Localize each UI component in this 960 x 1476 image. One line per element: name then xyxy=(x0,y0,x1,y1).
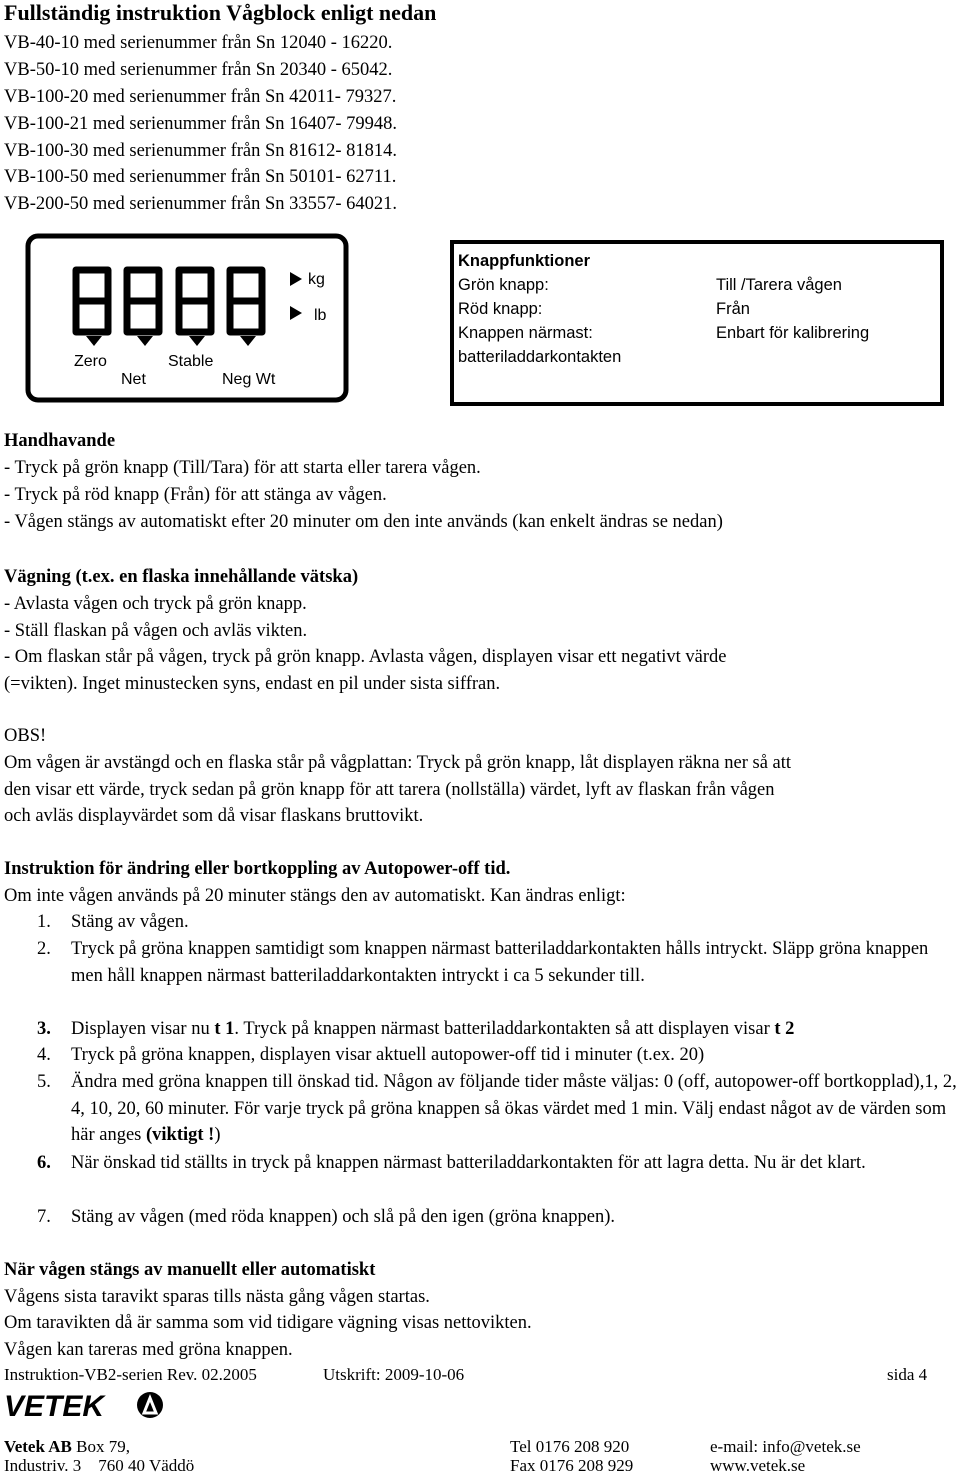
footer-address: Industriv. 3 760 40 Väddö xyxy=(4,1456,195,1475)
zero-label: Zero xyxy=(74,353,107,370)
stable-label: Stable xyxy=(168,353,214,370)
scale-display-illustration xyxy=(24,232,350,404)
button-function: Enbart för kalibrering xyxy=(716,324,870,342)
button-function-row xyxy=(458,348,938,370)
button-function: Från xyxy=(716,300,750,318)
step-number: 4. xyxy=(37,1045,51,1065)
footer-page-number: sida 4 xyxy=(887,1365,928,1384)
model-line: VB-50-10 med serienummer från Sn 20340 - 65042. xyxy=(4,60,393,80)
handhavande-line: - Tryck på grön knapp (Till/Tara) för att starta eller tarera vågen. xyxy=(4,458,481,478)
model-line: VB-100-21 med serienummer från Sn 16407- 79948. xyxy=(4,114,398,134)
footer-print-date: Utskrift: 2009-10-06 xyxy=(323,1365,465,1384)
step-number: 2. xyxy=(37,939,51,959)
step-number: 1. xyxy=(37,912,51,932)
unit-lb-label: lb xyxy=(314,307,327,324)
vagning-line: - Avlasta vågen och tryck på grön knapp. xyxy=(4,594,307,614)
model-line: VB-100-20 med serienummer från Sn 42011- 79327. xyxy=(4,87,397,107)
obs-line: den visar ett värde, tryck sedan på grön knapp för att tarera (nollställa) värdet, lyft av flaskan från vågen xyxy=(4,780,775,800)
autopower-intro: Om inte vågen används på 20 minuter stängs den av automatiskt. Kan ändras enligt: xyxy=(4,886,626,906)
step-text: Tryck på gröna knappen samtidigt som knappen närmast batteriladdarkontakten hålls intryckt. Släpp gröna knappen men håll knappen närmast batteriladdarkontakten intryckt i ca 5 sekunder till. xyxy=(71,939,929,986)
vetek-logo xyxy=(4,1390,164,1420)
model-line: VB-40-10 med serienummer från Sn 12040 - 16220. xyxy=(4,33,393,53)
step-text: När önskad tid ställts in tryck på knappen närmast batteriladdarkontakten för att lagra detta. Nu är det klart. xyxy=(71,1153,866,1173)
manuellt-line: Vågen kan tareras med gröna knappen. xyxy=(4,1340,293,1360)
footer-fax: Fax 0176 208 929 xyxy=(510,1456,634,1475)
obs-line: Om vågen är avstängd och en flaska står på vågplattan: Tryck på grön knapp, låt displayen räkna ner så att xyxy=(4,753,792,773)
footer-web: www.vetek.se xyxy=(710,1456,806,1475)
step-text: Stäng av vågen. xyxy=(71,912,189,932)
footer-company xyxy=(4,1437,130,1457)
step-text-bold: (viktigt ! xyxy=(146,1125,215,1145)
company-name: Vetek AB xyxy=(4,1437,72,1456)
button-function-row xyxy=(458,324,938,346)
manuellt-line: Om taravikten då är samma som vid tidigare vägning visas nettovikten. xyxy=(4,1313,532,1333)
step-text: Tryck på gröna knappen, displayen visar aktuell autopower-off tid i minuter (t.ex. 20) xyxy=(71,1045,705,1065)
manuellt-heading: När vågen stängs av manuellt eller automatiskt xyxy=(4,1260,376,1280)
button-name: Röd knapp: xyxy=(458,300,543,318)
obs-line: och avläs displayvärdet som då visar flaskans bruttovikt. xyxy=(4,806,424,826)
button-functions-box xyxy=(450,240,944,406)
vagning-heading: Vägning (t.ex. en flaska innehållande vätska) xyxy=(4,567,359,587)
page-title: Fullständig instruktion Vågblock enligt nedan xyxy=(4,0,437,25)
step-text: Stäng av vågen (med röda knappen) och slå på den igen (gröna knappen). xyxy=(71,1207,616,1227)
neg-wt-label: Neg Wt xyxy=(222,371,276,388)
manuellt-line: Vågens sista taravikt sparas tills nästa gång vågen startas. xyxy=(4,1287,430,1307)
step-text xyxy=(71,1069,957,1149)
vagning-line: - Om flaskan står på vågen, tryck på grön knapp. Avlasta vågen, displayen visar ett negativt värde xyxy=(4,647,727,667)
step-text-bold: t 2 xyxy=(774,1019,795,1039)
model-line: VB-200-50 med serienummer från Sn 33557- 64021. xyxy=(4,194,398,214)
model-line: VB-100-50 med serienummer från Sn 50101- 62711. xyxy=(4,167,397,187)
unit-kg-label: kg xyxy=(308,271,325,288)
button-function: Till /Tarera vågen xyxy=(716,276,842,294)
button-name: batteriladdarkontakten xyxy=(458,348,622,366)
button-function-row xyxy=(458,300,938,322)
step-text-part: Displayen visar nu xyxy=(71,1019,215,1039)
step-number: 6. xyxy=(37,1153,51,1173)
model-line: VB-100-30 med serienummer från Sn 81612- 81814. xyxy=(4,141,398,161)
button-function-row xyxy=(458,276,938,298)
footer-email: e-mail: info@vetek.se xyxy=(710,1437,861,1456)
button-functions-title: Knappfunktioner xyxy=(458,252,590,270)
handhavande-line: - Tryck på röd knapp (Från) för att stänga av vågen. xyxy=(4,485,387,505)
step-text-part: Ändra med gröna knappen till önskad tid. Någon av följande tider måste väljas: 0 (off, autopower-off bortkopplad),1, 2, 4, 10, 20, 60 minuter. För varje tryck på gröna knappen så ökas värdet med 1 min. Välj endast något av de värden som här anges xyxy=(71,1072,957,1145)
autopower-heading: Instruktion för ändring eller bortkoppling av Autopower-off tid. xyxy=(4,859,511,879)
step-text-part: . Tryck på knappen närmast batteriladdarkontakten så att displayen visar xyxy=(234,1019,775,1039)
step-text-part: ) xyxy=(214,1125,221,1145)
handhavande-line: - Vågen stängs av automatiskt efter 20 minuter om den inte används (kan enkelt ändras se nedan) xyxy=(4,512,723,532)
vagning-line: (=vikten). Inget minustecken syns, endast en pil under sista siffran. xyxy=(4,674,501,694)
step-number: 3. xyxy=(37,1019,51,1039)
vagning-line: - Ställ flaskan på vågen och avläs vikten. xyxy=(4,621,308,641)
footer-doc-rev: Instruktion-VB2-serien Rev. 02.2005 xyxy=(4,1365,257,1384)
company-box: Box 79, xyxy=(71,1437,130,1456)
step-text-bold: t 1 xyxy=(214,1019,235,1039)
button-name: Grön knapp: xyxy=(458,276,549,294)
step-number: 5. xyxy=(37,1072,51,1092)
obs-heading: OBS! xyxy=(4,726,47,746)
net-label: Net xyxy=(121,371,146,388)
button-name: Knappen närmast: xyxy=(458,324,593,342)
step-number: 7. xyxy=(37,1207,51,1227)
handhavande-heading: Handhavande xyxy=(4,431,116,451)
logo-text: VETEK xyxy=(4,1390,105,1420)
step-text xyxy=(71,1016,957,1043)
footer-tel: Tel 0176 208 920 xyxy=(510,1437,630,1456)
